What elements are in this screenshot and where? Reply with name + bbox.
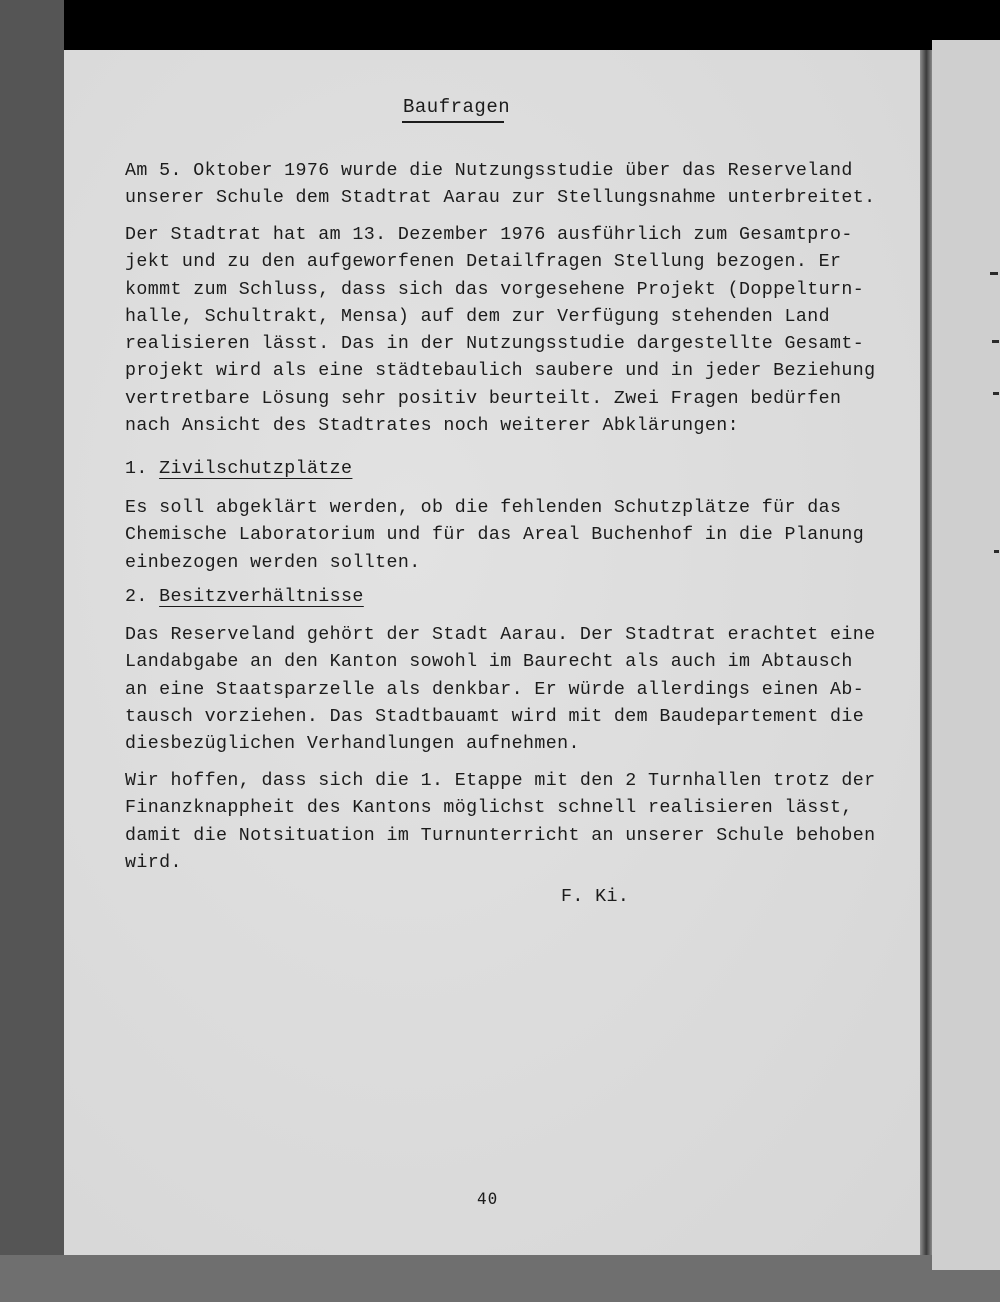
text-line: einbezogen werden sollten. [125, 552, 421, 573]
text-line: kommt zum Schluss, dass sich das vorgesehene Projekt (Doppelturn- [125, 279, 865, 300]
adjacent-page-mark [992, 340, 999, 343]
heading-number: 2. [125, 587, 148, 607]
text-line: tausch vorziehen. Das Stadtbauamt wird mit dem Baudepartement die [125, 706, 865, 727]
text-line: Finanzknappheit des Kantons möglichst schnell realisieren lässt, [125, 798, 853, 819]
text-line: vertretbare Lösung sehr positiv beurteilt. Zwei Fragen bedürfen [125, 388, 842, 409]
paragraph-schutzplaetze [125, 495, 885, 577]
text-line: wird. [125, 852, 182, 873]
text-line: diesbezüglichen Verhandlungen aufnehmen. [125, 734, 580, 755]
author-signature: F. Ki. [561, 887, 630, 907]
text-line: an eine Staatsparzelle als denkbar. Er würde allerdings einen Ab- [125, 679, 865, 700]
adjacent-page-mark [994, 550, 999, 553]
adjacent-page-mark [993, 392, 999, 395]
scan-background-bottom [0, 1255, 1000, 1302]
heading-text: Besitzverhältnisse [159, 587, 364, 607]
heading-zivilschutz [125, 459, 352, 479]
text-line: projekt wird als eine städtebaulich saubere und in jeder Beziehung [125, 361, 876, 382]
text-line: Landabgabe an den Kanton sowohl im Baurecht als auch im Abtausch [125, 652, 853, 673]
heading-text: Zivilschutzplätze [159, 459, 353, 479]
paragraph-closing [125, 768, 885, 877]
paragraph-intro [125, 158, 885, 213]
page-number: 40 [477, 1189, 499, 1208]
paragraph-reserveland [125, 622, 885, 758]
book-gutter [918, 50, 932, 1255]
adjacent-page-edge [932, 40, 1000, 1270]
text-line: Das Reserveland gehört der Stadt Aarau. Der Stadtrat erachtet eine [125, 625, 876, 645]
text-line: Chemische Laboratorium und für das Areal Buchenhof in die Planung [125, 525, 865, 546]
text-line: realisieren lässt. Das in der Nutzungsstudie dargestellte Gesamt- [125, 334, 865, 355]
text-line: Am 5. Oktober 1976 wurde die Nutzungsstudie über das Reserveland [125, 161, 853, 181]
scan-background-left [0, 0, 64, 1302]
text-line: Wir hoffen, dass sich die 1. Etappe mit den 2 Turnhallen trotz der [125, 771, 876, 791]
text-line: jekt und zu den aufgeworfenen Detailfragen Stellung bezogen. Er [125, 252, 842, 273]
title-underline [402, 121, 504, 123]
paragraph-stadtrat [125, 222, 885, 440]
heading-besitz [125, 587, 364, 607]
text-line: Es soll abgeklärt werden, ob die fehlenden Schutzplätze für das [125, 498, 842, 518]
text-line: nach Ansicht des Stadtrates noch weiterer Abklärungen: [125, 416, 740, 437]
adjacent-page-mark [990, 272, 998, 275]
text-line: damit die Notsituation im Turnunterricht an unserer Schule behoben [125, 825, 876, 846]
text-line: Der Stadtrat hat am 13. Dezember 1976 ausführlich zum Gesamtpro- [125, 225, 853, 245]
text-line: halle, Schultrakt, Mensa) auf dem zur Verfügung stehenden Land [125, 306, 830, 327]
page-title: Baufragen [403, 96, 511, 118]
heading-number: 1. [125, 459, 148, 479]
text-line: unserer Schule dem Stadtrat Aarau zur Stellungsnahme unterbreitet. [125, 188, 876, 209]
